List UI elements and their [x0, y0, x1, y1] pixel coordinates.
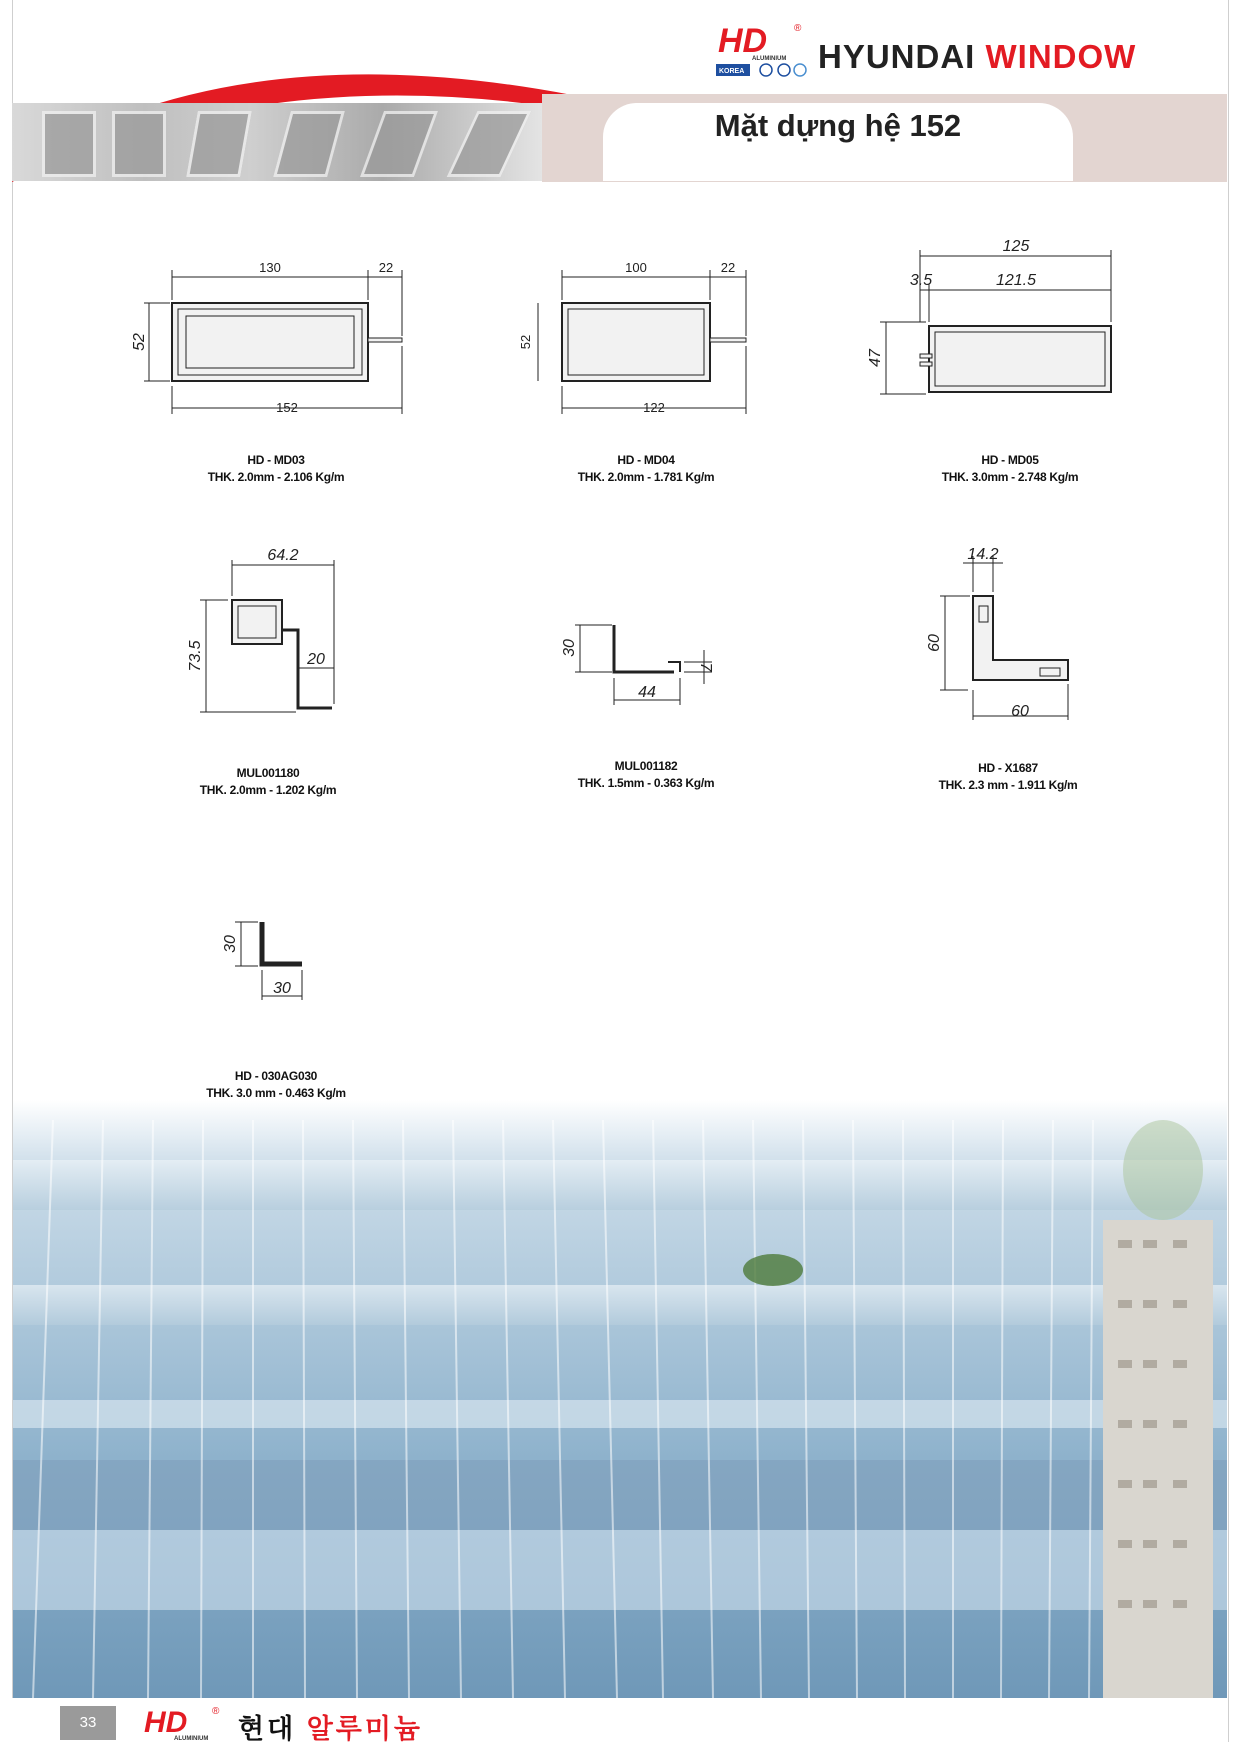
dim-mul182-1: 44: [638, 684, 656, 701]
building-photo: [13, 1100, 1227, 1698]
svg-text:HD: HD: [718, 22, 768, 60]
label-md04: [516, 452, 776, 486]
dim-mul180-2: 20: [307, 651, 325, 668]
dim-mul180-1: 73.5: [187, 640, 204, 672]
dim-md05-1: 3.5: [909, 272, 933, 289]
footer-logo: [140, 1702, 232, 1742]
svg-text:ALUMINIUM: ALUMINIUM: [174, 1736, 209, 1742]
dim-x1687-1: 60: [926, 634, 943, 652]
profile-code: HD - MD03: [247, 453, 305, 467]
svg-text:®: ®: [212, 1706, 220, 1717]
header-photo-strip: [12, 103, 542, 181]
svg-text:HD: HD: [144, 1706, 188, 1739]
dim-md05-2: 121.5: [995, 272, 1037, 289]
dim-md05-0: 125: [1002, 238, 1030, 255]
hd-aluminium-logo: [712, 18, 808, 80]
profile-code: MUL001182: [614, 759, 678, 773]
profile-spec: THK. 3.0mm - 2.748 Kg/m: [941, 470, 1079, 484]
dim-mul182-0: 30: [561, 639, 578, 657]
profile-spec: THK. 3.0 mm - 0.463 Kg/m: [206, 1086, 346, 1100]
dim-md05-3: 47: [867, 349, 884, 367]
page-title: Mặt dựng hệ 152: [714, 108, 962, 143]
page-number: 33: [60, 1706, 116, 1740]
dim-ag030-0: 30: [222, 935, 239, 953]
dim-md04-3: 122: [643, 400, 665, 415]
profile-spec: THK. 2.0mm - 2.106 Kg/m: [207, 470, 345, 484]
dim-x1687-2: 60: [1011, 703, 1029, 720]
dim-md03-1: 22: [378, 260, 394, 275]
label-x1687: [878, 760, 1138, 794]
korean-company-name: [238, 1707, 423, 1746]
dim-md03-0: 130: [259, 260, 281, 275]
svg-text:KOREA: KOREA: [719, 68, 745, 75]
dim-md04-1: 22: [720, 260, 736, 275]
korean-name-part-2: 알루미늄: [306, 1714, 424, 1744]
dim-md04-2: 52: [518, 334, 533, 350]
dim-mul180-0: 64.2: [267, 547, 299, 564]
profile-code: HD - 030AG030: [234, 1069, 318, 1083]
dim-md03-2: 52: [131, 333, 148, 351]
profile-code: HD - X1687: [978, 761, 1038, 775]
label-mul001180: [138, 765, 398, 799]
svg-text:®: ®: [794, 23, 802, 34]
label-030ag030: [146, 1068, 406, 1102]
profile-code: MUL001180: [236, 766, 300, 780]
profile-spec: THK. 2.0mm - 1.202 Kg/m: [199, 783, 337, 797]
profile-code: HD - MD05: [981, 453, 1039, 467]
dim-x1687-0: 14.2: [967, 546, 999, 563]
dim-md04-0: 100: [625, 260, 647, 275]
dim-md03-3: 152: [276, 400, 298, 415]
profile-spec: THK. 2.3 mm - 1.911 Kg/m: [938, 778, 1078, 792]
profile-spec: THK. 1.5mm - 0.363 Kg/m: [577, 776, 715, 790]
label-md03: [146, 452, 406, 486]
label-md05: [880, 452, 1140, 486]
korean-name-part-1: 현대: [238, 1714, 297, 1744]
brand-part-1: HYUNDAI: [818, 38, 976, 75]
brand-part-2: WINDOW: [985, 38, 1137, 75]
svg-text:ALUMINIUM: ALUMINIUM: [752, 56, 787, 62]
dim-ag030-1: 30: [273, 980, 291, 997]
brand-name: [818, 38, 1136, 76]
profile-code: HD - MD04: [617, 453, 675, 467]
label-mul001182: [516, 758, 776, 792]
profile-spec: THK. 2.0mm - 1.781 Kg/m: [577, 470, 715, 484]
dim-mul182-2: 7: [697, 662, 714, 672]
